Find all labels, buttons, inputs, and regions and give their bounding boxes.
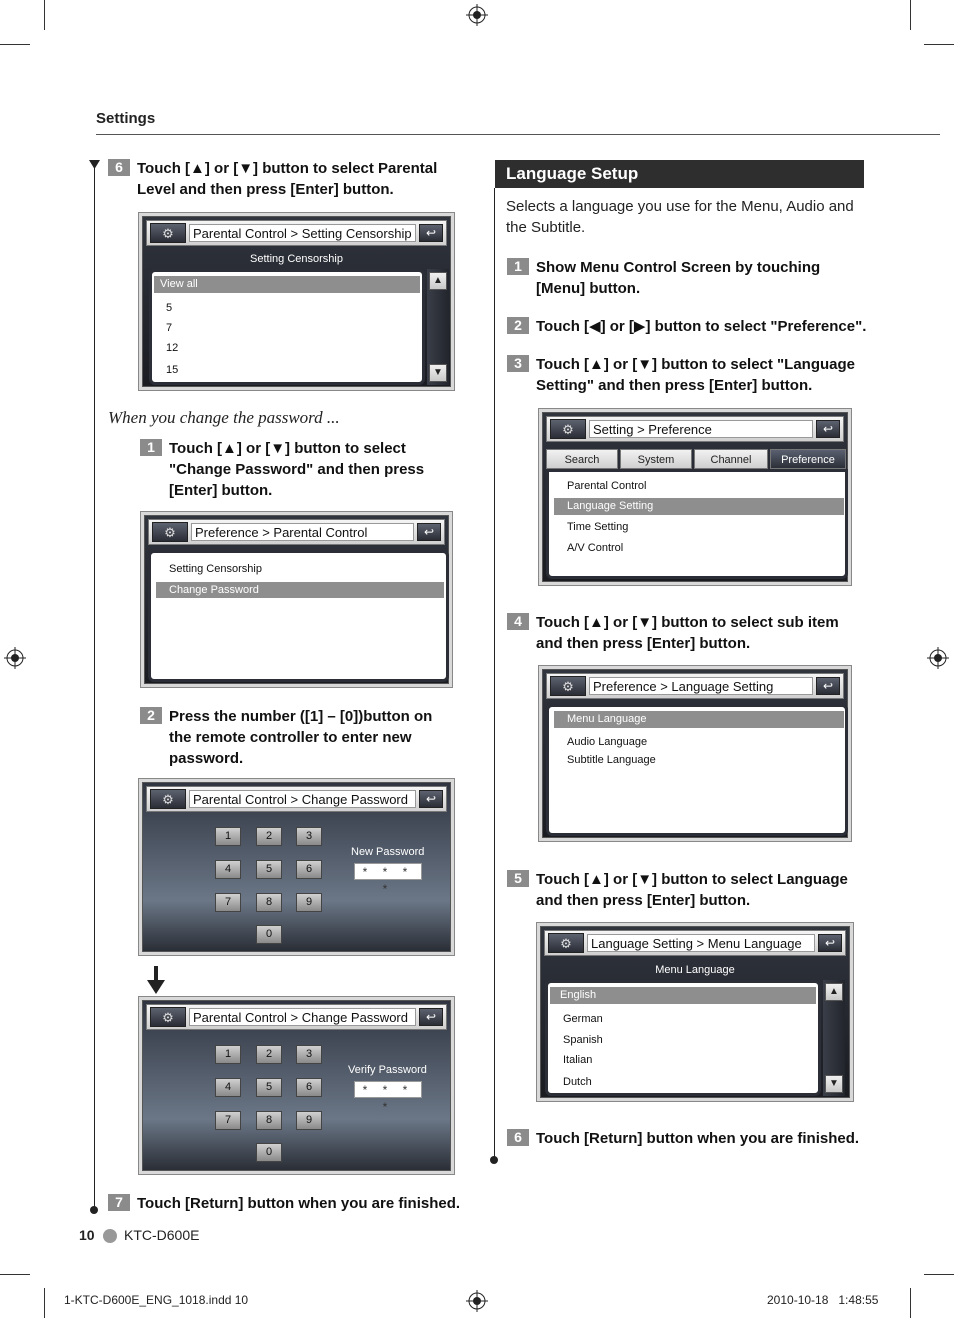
breadcrumb: Parental Control > Change Password [189,790,416,808]
step-text: Touch [▲] or [▼] button to select sub item and then press [Enter] button. [536,614,839,652]
menu-language-list [545,980,821,1096]
screen-new-password [138,778,455,956]
list-item[interactable]: 12 [166,342,179,354]
tab-preference[interactable]: Preference [770,449,846,469]
list-subhead: Setting Censorship [250,253,343,265]
return-icon[interactable]: ↩ [816,420,840,438]
screen-parental-control [140,511,453,688]
password-field[interactable]: * * * * [354,1081,422,1098]
title-bar [546,673,844,699]
breadcrumb: Setting > Preference [589,420,813,438]
keypad-key[interactable]: 6 [296,1078,322,1097]
step-text: Touch [Return] button when you are finished. [536,1130,860,1147]
step-number: 7 [108,1194,130,1211]
censorship-list [149,269,425,385]
list-item[interactable]: Audio Language [567,736,648,748]
gear-icon[interactable]: ⚙ [550,676,586,696]
list-item[interactable]: Setting Censorship [169,563,262,575]
step-number: 1 [140,439,162,456]
screen-setting-censorship [138,212,455,391]
breadcrumb: Preference > Parental Control [191,523,414,541]
keypad-key[interactable]: 8 [256,1111,282,1130]
pw-step-1 [140,438,460,502]
intro-text: Selects a language you use for the Menu, Audio and the Subtitle. [506,198,854,236]
step-number: 3 [507,355,529,372]
bullet-icon [103,1229,117,1243]
keypad-key[interactable]: 1 [215,827,241,846]
step-7-left [108,1193,478,1215]
step-text: Touch [Return] button when you are finished. [137,1195,461,1212]
keypad-key[interactable]: 4 [215,1078,241,1097]
list-item[interactable]: 7 [166,322,173,334]
scrollbar[interactable] [427,269,449,385]
step-text: Press the number ([1] – [0])button on the remote controller to enter new password. [169,708,433,767]
title-bar [148,519,445,545]
return-icon[interactable]: ↩ [417,523,441,541]
crop-mark [0,1274,30,1275]
keypad-key[interactable]: 0 [256,1143,282,1162]
title-bar [546,416,844,442]
language-setting-list [546,704,848,836]
registration-mark-icon [927,647,949,669]
print-date: 2010-10-18 1:48:55 [767,1293,879,1307]
screen-verify-password [138,996,455,1175]
list-item[interactable]: View all [154,276,420,293]
gear-icon[interactable]: ⚙ [550,419,586,439]
step-number: 6 [108,159,130,176]
gear-icon[interactable]: ⚙ [150,1007,186,1027]
crop-mark [924,1274,954,1275]
step-number: 2 [140,707,162,724]
step-text: Touch [◀] or [▶] button to select "Preference". [536,318,867,335]
step-number: 4 [507,613,529,630]
screen-language-setting [538,665,852,842]
gear-icon[interactable]: ⚙ [150,789,186,809]
list-item[interactable]: Subtitle Language [567,754,656,766]
step-text: Touch [▲] or [▼] button to select "Language Setting" and then press [Enter] button. [536,356,856,394]
list-item[interactable]: Menu Language [554,711,844,728]
step-6-right [507,1128,867,1150]
keypad-key[interactable]: 1 [215,1045,241,1064]
crop-mark [44,0,45,30]
list-item[interactable]: Parental Control [567,480,647,492]
return-icon[interactable]: ↩ [816,677,840,695]
list-item[interactable]: Change Password [156,582,444,598]
step-text: Touch [▲] or [▼] button to select Language and then press [Enter] button. [536,871,848,909]
list-item[interactable]: Time Setting [567,521,629,533]
keypad-key[interactable]: 2 [256,827,282,846]
keypad-key[interactable]: 9 [296,893,322,912]
tab-channel[interactable]: Channel [694,449,768,469]
section-heading: Language Setup [495,160,864,188]
return-icon[interactable]: ↩ [419,790,443,808]
step-1-right [507,257,857,301]
list-item[interactable]: Spanish [563,1034,603,1046]
header-rule [96,134,940,135]
model-name: KTC-D600E [124,1227,200,1243]
parental-list [148,550,449,682]
arrow-up-icon[interactable]: ▲ [429,272,447,290]
keypad-key[interactable]: 5 [256,1078,282,1097]
keypad-key[interactable]: 6 [296,860,322,879]
flow-line [494,188,495,1160]
list-item[interactable]: A/V Control [567,542,624,554]
screen-preference [538,408,852,586]
registration-mark-icon [466,4,488,26]
flow-arrow-icon [89,160,100,169]
keypad-key[interactable]: 7 [215,893,241,912]
flow-line [94,166,95,1210]
arrow-up-icon[interactable]: ▲ [825,983,843,1001]
keypad-key[interactable]: 7 [215,1111,241,1130]
arrow-down-icon[interactable]: ▼ [825,1075,843,1093]
step-2-right [507,316,867,338]
breadcrumb: Preference > Language Setting [589,677,813,695]
list-item[interactable]: English [550,987,816,1004]
gear-icon[interactable]: ⚙ [150,223,186,243]
step-6-left [108,158,468,202]
gear-icon[interactable]: ⚙ [548,933,584,953]
keypad-key[interactable]: 4 [215,860,241,879]
keypad-key[interactable]: 0 [256,925,282,944]
password-field[interactable]: * * * * [354,863,422,880]
crop-mark [910,1288,911,1318]
tab-search[interactable]: Search [546,449,618,469]
step-3-right [507,354,867,398]
return-icon[interactable]: ↩ [419,224,443,242]
registration-mark-icon [4,647,26,669]
return-icon[interactable]: ↩ [818,934,842,952]
keypad-key[interactable]: 8 [256,893,282,912]
step-number: 1 [507,258,529,275]
crop-mark [0,44,30,45]
list-item[interactable]: Dutch [563,1076,592,1088]
breadcrumb: Language Setting > Menu Language [587,934,815,952]
title-bar [146,220,447,246]
keypad-key[interactable]: 5 [256,860,282,879]
page-number: 10 [79,1227,95,1243]
keypad-key[interactable]: 3 [296,1045,322,1064]
arrow-down-icon [147,966,165,994]
list-item[interactable]: German [563,1013,603,1025]
section-title: Settings [96,110,156,127]
keypad-key[interactable]: 2 [256,1045,282,1064]
keypad-key[interactable]: 9 [296,1111,322,1130]
keypad-key[interactable]: 3 [296,827,322,846]
list-item[interactable]: 15 [166,364,179,376]
list-item[interactable]: 5 [166,302,173,314]
password-label: New Password [351,846,425,858]
step-text: Touch [▲] or [▼] button to select "Change Password" and then press [Enter] button. [169,440,425,499]
registration-mark-icon [466,1290,488,1312]
flow-end-dot [90,1206,98,1214]
list-item[interactable]: Language Setting [554,498,844,515]
step-text: Touch [▲] or [▼] button to select Parental Level and then press [Enter] button. [137,160,438,198]
password-heading: When you change the password ... [108,408,340,427]
pw-step-2 [140,706,460,770]
crop-mark [924,44,954,45]
title-bar [544,930,846,956]
breadcrumb: Parental Control > Setting Censorship [189,224,416,242]
step-4-right [507,612,857,656]
preference-list [546,469,848,579]
flow-end-dot [490,1156,498,1164]
password-label: Verify Password [348,1064,427,1076]
file-name: 1-KTC-D600E_ENG_1018.indd 10 [64,1293,249,1307]
step-number: 6 [507,1129,529,1146]
step-number: 2 [507,317,529,334]
step-5-right [507,869,867,913]
tab-system[interactable]: System [620,449,692,469]
arrow-down-icon[interactable]: ▼ [429,364,447,382]
breadcrumb: Parental Control > Change Password [189,1008,416,1026]
title-bar [146,786,447,812]
title-bar [146,1004,447,1030]
crop-mark [44,1288,45,1318]
return-icon[interactable]: ↩ [419,1008,443,1026]
list-item[interactable]: Italian [563,1054,593,1066]
gear-icon[interactable]: ⚙ [152,522,188,542]
list-subhead: Menu Language [655,964,735,976]
crop-mark [910,0,911,30]
scrollbar[interactable] [823,980,845,1096]
step-number: 5 [507,870,529,887]
step-text: Show Menu Control Screen by touching [Menu] button. [536,259,821,297]
screen-menu-language [536,922,854,1102]
